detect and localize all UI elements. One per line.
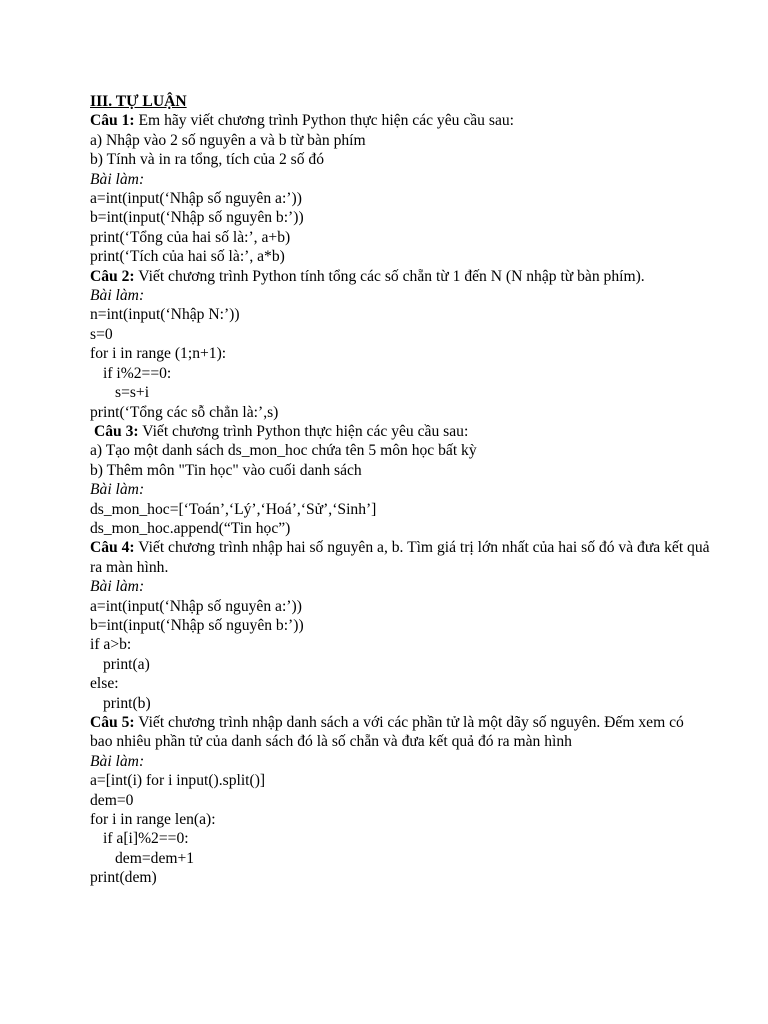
question-label: Câu 1: xyxy=(90,112,135,130)
question-prompt: Viết chương trình nhập danh sách a với các phần tử là một dãy số nguyên. Đếm xem có bao nhiêu phần tử của danh sách đó là số chẵn và đưa kết quả đó ra màn hình xyxy=(90,714,684,751)
code-line: for i in range (1;n+1): xyxy=(90,345,227,363)
code-line: s=s+i xyxy=(115,384,150,402)
code-line: print(‘Tổng các sỗ chẳn là:’,s) xyxy=(90,403,279,421)
question-label: Câu 3: xyxy=(94,422,139,440)
code-line: print(‘Tổng của hai số là:’, a+b) xyxy=(90,228,291,246)
answer-label: Bài làm: xyxy=(90,481,145,499)
code-line: ds_mon_hoc=[‘Toán’,‘Lý’,‘Hoá’,‘Sử’,‘Sinh’] xyxy=(90,500,377,518)
question-item: a) Tạo một danh sách ds_mon_hoc chứa tên 5 môn học bất kỳ xyxy=(90,442,477,460)
question-1 xyxy=(90,111,710,130)
code-line: s=0 xyxy=(90,325,113,343)
question-3 xyxy=(90,422,710,441)
question-5 xyxy=(90,713,710,752)
answer-label: Bài làm: xyxy=(90,752,145,770)
answer-label: Bài làm: xyxy=(90,170,145,188)
section-title: III. TỰ LUẬN xyxy=(90,93,187,110)
question-item: b) Tính và in ra tổng, tích của 2 số đó xyxy=(90,151,325,169)
code-line: dem=0 xyxy=(90,791,134,809)
question-item: b) Thêm môn "Tin học" vào cuối danh sách xyxy=(90,461,362,479)
code-line: if a[i]%2==0: xyxy=(103,830,189,848)
question-label: Câu 4: xyxy=(90,539,135,557)
code-line: print(‘Tích của hai số là:’, a*b) xyxy=(90,248,285,266)
question-prompt: Em hãy viết chương trình Python thực hiện các yêu cầu sau: xyxy=(134,112,514,130)
question-label: Câu 2: xyxy=(90,267,135,285)
code-line: ds_mon_hoc.append(“Tin học”) xyxy=(90,519,291,537)
code-line: n=int(input(‘Nhập N:’)) xyxy=(90,306,240,324)
code-line: if a>b: xyxy=(90,636,132,654)
question-2 xyxy=(90,267,710,286)
code-line: b=int(input(‘Nhập số nguyên b:’)) xyxy=(90,209,304,227)
question-prompt: Viết chương trình Python thực hiện các yêu cầu sau: xyxy=(138,422,469,440)
code-line: for i in range len(a): xyxy=(90,811,216,829)
question-label: Câu 5: xyxy=(90,714,135,731)
question-item: a) Nhập vào 2 số nguyên a và b từ bàn phím xyxy=(90,131,366,149)
code-line: a=[int(i) for i input().split()] xyxy=(90,772,266,790)
document-body xyxy=(90,92,710,888)
code-line: a=int(input(‘Nhập số nguyên a:’)) xyxy=(90,190,302,208)
answer-label: Bài làm: xyxy=(90,287,145,305)
question-4 xyxy=(90,538,710,577)
code-line: else: xyxy=(90,675,119,693)
code-line: print(a) xyxy=(103,655,150,673)
code-line: if i%2==0: xyxy=(103,364,172,382)
answer-label: Bài làm: xyxy=(90,578,145,596)
question-prompt: Viết chương trình Python tính tổng các số chẵn từ 1 đến N (N nhập từ bàn phím). xyxy=(134,267,645,285)
code-line: print(b) xyxy=(103,694,151,712)
code-line: dem=dem+1 xyxy=(115,849,195,867)
question-prompt: Viết chương trình nhập hai số nguyên a, b. Tìm giá trị lớn nhất của hai số đó và đưa kết quả ra màn hình. xyxy=(90,539,710,576)
code-line: print(dem) xyxy=(90,869,157,887)
code-line: a=int(input(‘Nhập số nguyên a:’)) xyxy=(90,597,302,615)
code-line: b=int(input(‘Nhập số nguyên b:’)) xyxy=(90,616,304,634)
